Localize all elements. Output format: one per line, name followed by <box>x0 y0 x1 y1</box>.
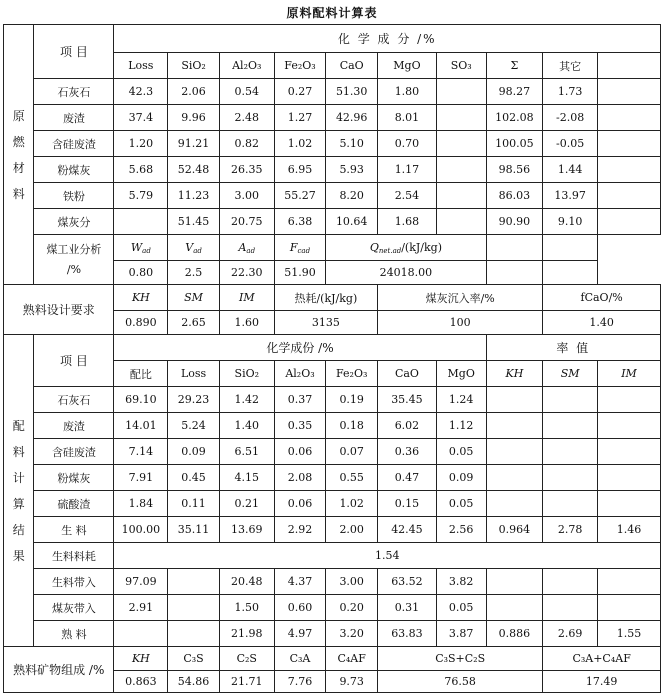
raw-value-cell: 42.96 <box>326 105 378 131</box>
raw-value-cell: -2.08 <box>543 105 598 131</box>
req-value: 1.40 <box>543 311 661 335</box>
calc-value-cell: 42.45 <box>378 517 437 543</box>
raw-value-cell: 2.06 <box>168 79 220 105</box>
calc-item-name: 废渣 <box>34 413 114 439</box>
calc-value-cell <box>168 621 220 647</box>
empty-cell <box>598 105 661 131</box>
req-value: 1.60 <box>219 311 274 335</box>
calc-value-cell: 0.21 <box>219 491 274 517</box>
req-header: SM <box>168 285 220 311</box>
req-header: KH <box>114 285 168 311</box>
raw-value-cell: 26.35 <box>219 157 274 183</box>
calc-value-cell <box>114 621 168 647</box>
calc-value-cell: 4.97 <box>274 621 326 647</box>
mineral-header: C₃A+C₄AF <box>543 647 661 671</box>
calc-value-cell: 0.31 <box>378 595 437 621</box>
raw-value-cell: 86.03 <box>486 183 543 209</box>
req-header: IM <box>219 285 274 311</box>
calc-value-cell <box>168 595 220 621</box>
raw-value-cell: 5.10 <box>326 131 378 157</box>
raw-chem-header: 化 学 成 分 /% <box>114 25 661 53</box>
raw-col-header: MgO <box>378 53 437 79</box>
empty-cell <box>543 235 598 261</box>
calc-value-cell <box>598 413 661 439</box>
raw-value-cell: 2.48 <box>219 105 274 131</box>
calc-value-cell: 0.20 <box>326 595 378 621</box>
mineral-header: KH <box>114 647 168 671</box>
symbol: W <box>130 240 143 254</box>
mineral-value: 7.76 <box>274 671 326 693</box>
calc-value-cell: 0.35 <box>274 413 326 439</box>
empty-cell <box>598 157 661 183</box>
raw-col-header: CaO <box>326 53 378 79</box>
calc-value-cell: 1.02 <box>326 491 378 517</box>
raw-value-cell: 5.93 <box>326 157 378 183</box>
coal-q-value: 24018.00 <box>326 261 486 285</box>
table-row <box>4 131 661 157</box>
raw-value-cell: 13.97 <box>543 183 598 209</box>
calc-value-cell: 0.886 <box>486 621 543 647</box>
raw-value-cell: 1.68 <box>378 209 437 235</box>
raw-col-header: Σ <box>486 53 543 79</box>
raw-value-cell <box>436 183 486 209</box>
batching-calculation-table <box>3 24 661 693</box>
calc-col-header: 配比 <box>114 361 168 387</box>
calc-value-cell <box>486 439 543 465</box>
raw-value-cell: 5.68 <box>114 157 168 183</box>
calc-item-name: 生料带入 <box>34 569 114 595</box>
raw-value-cell: 100.05 <box>486 131 543 157</box>
raw-value-cell <box>436 157 486 183</box>
symbol-subscript: net.ad <box>378 246 402 255</box>
raw-value-cell: 1.27 <box>274 105 326 131</box>
calc-value-cell: 0.06 <box>274 491 326 517</box>
table-row <box>4 335 661 361</box>
empty-cell <box>598 53 661 79</box>
coal-a-header <box>219 235 274 261</box>
table-row <box>4 465 661 491</box>
coal-v-header <box>168 235 220 261</box>
raw-value-cell: 8.20 <box>326 183 378 209</box>
calc-item-name: 硫酸渣 <box>34 491 114 517</box>
calc-value-cell: 0.36 <box>378 439 437 465</box>
calc-value-cell: 0.15 <box>378 491 437 517</box>
raw-value-cell: 11.23 <box>168 183 220 209</box>
empty-cell <box>598 183 661 209</box>
calc-value-cell: 0.19 <box>326 387 378 413</box>
calc-value-cell: 0.05 <box>436 491 486 517</box>
calc-chem-header: 化学成份 /% <box>114 335 486 361</box>
raw-material-name: 石灰石 <box>34 79 114 105</box>
calc-col-header: Fe₂O₃ <box>326 361 378 387</box>
calc-value-cell: 0.09 <box>168 439 220 465</box>
raw-value-cell <box>436 105 486 131</box>
clinker-requirement-label: 熟料设计要求 <box>4 285 114 335</box>
calc-value-cell <box>486 387 543 413</box>
calc-value-cell: 1.50 <box>219 595 274 621</box>
calc-results-group-label: 配 料 计 算 结 果 <box>4 335 34 647</box>
calc-col-header: Loss <box>168 361 220 387</box>
raw-value-cell: 9.96 <box>168 105 220 131</box>
calc-value-cell: 6.02 <box>378 413 437 439</box>
coal-value-cell: 2.5 <box>168 261 220 285</box>
empty-cell <box>598 209 661 235</box>
calc-value-cell <box>543 439 598 465</box>
raw-value-cell: 0.70 <box>378 131 437 157</box>
calc-value-cell: 0.60 <box>274 595 326 621</box>
raw-value-cell: 8.01 <box>378 105 437 131</box>
mineral-header: C₃A <box>274 647 326 671</box>
raw-material-name: 废渣 <box>34 105 114 131</box>
calc-value-cell: 20.48 <box>219 569 274 595</box>
table-title: 原料配料计算表 <box>286 6 378 20</box>
raw-value-cell: 52.48 <box>168 157 220 183</box>
raw-col-header: Loss <box>114 53 168 79</box>
table-row <box>4 569 661 595</box>
raw-value-cell <box>436 79 486 105</box>
calc-value-cell: 1.55 <box>598 621 661 647</box>
calc-value-cell: 0.05 <box>436 595 486 621</box>
calc-value-cell: 21.98 <box>219 621 274 647</box>
table-row <box>4 439 661 465</box>
raw-value-cell: 1.44 <box>543 157 598 183</box>
calc-value-cell: 63.83 <box>378 621 437 647</box>
calc-value-cell: 0.05 <box>436 439 486 465</box>
coal-value-cell: 22.30 <box>219 261 274 285</box>
table-row <box>4 235 661 261</box>
calc-value-cell: 5.24 <box>168 413 220 439</box>
mineral-value: 17.49 <box>543 671 661 693</box>
table-row <box>4 517 661 543</box>
calc-value-cell: 7.91 <box>114 465 168 491</box>
calc-value-cell <box>543 387 598 413</box>
table-row <box>4 647 661 671</box>
raw-col-header: SiO₂ <box>168 53 220 79</box>
calc-value-cell: 1.24 <box>436 387 486 413</box>
calc-value-cell <box>598 465 661 491</box>
table-row <box>4 621 661 647</box>
table-row <box>4 25 661 53</box>
raw-value-cell: 98.56 <box>486 157 543 183</box>
calc-value-cell: 69.10 <box>114 387 168 413</box>
empty-cell <box>543 261 598 285</box>
calc-value-cell: 14.01 <box>114 413 168 439</box>
table-row <box>4 209 661 235</box>
calc-value-cell <box>486 413 543 439</box>
calc-value-cell: 0.47 <box>378 465 437 491</box>
raw-material-name: 含硅废渣 <box>34 131 114 157</box>
calc-col-header: SiO₂ <box>219 361 274 387</box>
req-header: 热耗/(kJ/kg) <box>274 285 377 311</box>
table-row <box>4 183 661 209</box>
mineral-value: 0.863 <box>114 671 168 693</box>
raw-col-header: SO₃ <box>436 53 486 79</box>
raw-item-header: 项 目 <box>34 25 114 79</box>
raw-value-cell: 3.00 <box>219 183 274 209</box>
calc-value-cell: 13.69 <box>219 517 274 543</box>
empty-cell <box>598 79 661 105</box>
calc-value-cell <box>598 569 661 595</box>
calc-item-name: 生 料 <box>34 517 114 543</box>
raw-materials-group-label: 原 燃 材 料 <box>4 25 34 285</box>
calc-value-cell: 63.52 <box>378 569 437 595</box>
raw-value-cell: 6.95 <box>274 157 326 183</box>
calc-value-cell: 97.09 <box>114 569 168 595</box>
symbol-subscript: ad <box>142 246 151 255</box>
raw-value-cell: 2.54 <box>378 183 437 209</box>
calc-value-cell: 3.20 <box>326 621 378 647</box>
table-row <box>4 543 661 569</box>
mineral-header: C₃S+C₂S <box>378 647 543 671</box>
calc-value-cell <box>598 595 661 621</box>
raw-value-cell: 51.30 <box>326 79 378 105</box>
raw-col-header: Fe₂O₃ <box>274 53 326 79</box>
raw-value-cell: 9.10 <box>543 209 598 235</box>
calc-value-cell <box>486 465 543 491</box>
calc-value-cell: 3.00 <box>326 569 378 595</box>
raw-value-cell: -0.05 <box>543 131 598 157</box>
calc-value-cell: 4.37 <box>274 569 326 595</box>
raw-consumption-value: 1.54 <box>114 543 661 569</box>
raw-value-cell: 10.64 <box>326 209 378 235</box>
calc-value-cell <box>598 491 661 517</box>
calc-value-cell: 1.84 <box>114 491 168 517</box>
calc-ratio-header: 率 值 <box>486 335 660 361</box>
calc-value-cell: 100.00 <box>114 517 168 543</box>
calc-value-cell: 2.92 <box>274 517 326 543</box>
calc-value-cell <box>543 491 598 517</box>
calc-value-cell: 0.55 <box>326 465 378 491</box>
req-value: 2.65 <box>168 311 220 335</box>
calc-item-header: 项 目 <box>34 335 114 387</box>
calc-value-cell <box>486 569 543 595</box>
table-row <box>4 413 661 439</box>
raw-value-cell <box>114 209 168 235</box>
calc-value-cell: 1.42 <box>219 387 274 413</box>
calc-value-cell: 0.06 <box>274 439 326 465</box>
raw-value-cell: 20.75 <box>219 209 274 235</box>
calc-value-cell: 2.00 <box>326 517 378 543</box>
calc-col-header: KH <box>486 361 543 387</box>
calc-value-cell: 0.09 <box>436 465 486 491</box>
calc-value-cell: 35.45 <box>378 387 437 413</box>
table-row <box>4 105 661 131</box>
coal-f-header <box>274 235 326 261</box>
raw-value-cell: 55.27 <box>274 183 326 209</box>
calc-value-cell: 1.12 <box>436 413 486 439</box>
calc-col-header: CaO <box>378 361 437 387</box>
coal-value-cell: 51.90 <box>274 261 326 285</box>
raw-value-cell: 42.3 <box>114 79 168 105</box>
calc-col-header: MgO <box>436 361 486 387</box>
raw-value-cell <box>436 131 486 157</box>
raw-value-cell: 90.90 <box>486 209 543 235</box>
raw-col-header: 其它 <box>543 53 598 79</box>
calc-item-name: 生料料耗 <box>34 543 114 569</box>
calc-value-cell: 0.11 <box>168 491 220 517</box>
unit: /(kJ/kg) <box>401 240 442 254</box>
table-row <box>4 79 661 105</box>
raw-value-cell: 51.45 <box>168 209 220 235</box>
symbol: Q <box>369 240 379 254</box>
raw-value-cell: 1.17 <box>378 157 437 183</box>
symbol-subscript: ad <box>193 246 202 255</box>
raw-value-cell <box>436 209 486 235</box>
raw-value-cell: 0.54 <box>219 79 274 105</box>
calc-value-cell: 2.78 <box>543 517 598 543</box>
raw-value-cell: 5.79 <box>114 183 168 209</box>
req-header: fCaO/% <box>543 285 661 311</box>
req-value: 100 <box>378 311 543 335</box>
raw-material-name: 粉煤灰 <box>34 157 114 183</box>
calc-item-name: 石灰石 <box>34 387 114 413</box>
calc-value-cell: 2.56 <box>436 517 486 543</box>
raw-value-cell: 0.27 <box>274 79 326 105</box>
table-row <box>4 157 661 183</box>
calc-value-cell <box>543 595 598 621</box>
calc-value-cell <box>168 569 220 595</box>
calc-value-cell: 2.08 <box>274 465 326 491</box>
mineral-header: C₄AF <box>326 647 378 671</box>
calc-value-cell: 0.37 <box>274 387 326 413</box>
symbol: V <box>185 240 194 254</box>
symbol: A <box>238 240 247 254</box>
raw-value-cell: 37.4 <box>114 105 168 131</box>
calc-col-header: IM <box>598 361 661 387</box>
coal-q-header <box>326 235 486 261</box>
calc-value-cell: 35.11 <box>168 517 220 543</box>
raw-value-cell: 98.27 <box>486 79 543 105</box>
calc-value-cell: 29.23 <box>168 387 220 413</box>
mineral-value: 9.73 <box>326 671 378 693</box>
calc-value-cell: 1.40 <box>219 413 274 439</box>
calc-col-header: Al₂O₃ <box>274 361 326 387</box>
raw-value-cell: 102.08 <box>486 105 543 131</box>
mineral-value: 54.86 <box>168 671 220 693</box>
raw-value-cell: 1.80 <box>378 79 437 105</box>
calc-value-cell <box>543 465 598 491</box>
empty-cell <box>598 131 661 157</box>
calc-value-cell <box>598 387 661 413</box>
mineral-header: C₃S <box>168 647 220 671</box>
calc-value-cell <box>543 413 598 439</box>
calc-item-name: 粉煤灰 <box>34 465 114 491</box>
raw-material-name: 铁粉 <box>34 183 114 209</box>
raw-value-cell: 1.20 <box>114 131 168 157</box>
mineral-value: 76.58 <box>378 671 543 693</box>
calc-item-name: 含硅废渣 <box>34 439 114 465</box>
req-header: 煤灰沉入率/% <box>378 285 543 311</box>
mineral-header: C₂S <box>219 647 274 671</box>
raw-col-header: Al₂O₃ <box>219 53 274 79</box>
calc-value-cell: 0.45 <box>168 465 220 491</box>
calc-value-cell <box>486 491 543 517</box>
calc-value-cell: 2.91 <box>114 595 168 621</box>
mineral-composition-label: 熟料矿物组成 /% <box>4 647 114 693</box>
calc-value-cell: 0.964 <box>486 517 543 543</box>
symbol-subscript: cad <box>297 246 311 255</box>
calc-col-header: SM <box>543 361 598 387</box>
calc-value-cell: 6.51 <box>219 439 274 465</box>
calc-value-cell <box>598 439 661 465</box>
calc-item-name: 熟 料 <box>34 621 114 647</box>
symbol: F <box>289 240 298 254</box>
raw-value-cell: 0.82 <box>219 131 274 157</box>
table-row <box>4 387 661 413</box>
calc-value-cell <box>486 595 543 621</box>
table-row <box>4 491 661 517</box>
raw-value-cell: 1.02 <box>274 131 326 157</box>
calc-value-cell: 3.87 <box>436 621 486 647</box>
calc-value-cell: 4.15 <box>219 465 274 491</box>
raw-value-cell: 6.38 <box>274 209 326 235</box>
calc-value-cell <box>543 569 598 595</box>
calc-value-cell: 1.46 <box>598 517 661 543</box>
calc-value-cell: 3.82 <box>436 569 486 595</box>
coal-value-cell: 0.80 <box>114 261 168 285</box>
raw-value-cell: 91.21 <box>168 131 220 157</box>
calc-item-name: 煤灰带入 <box>34 595 114 621</box>
table-row <box>4 285 661 311</box>
table-row <box>4 595 661 621</box>
mineral-value: 21.71 <box>219 671 274 693</box>
calc-value-cell: 7.14 <box>114 439 168 465</box>
calc-value-cell: 0.18 <box>326 413 378 439</box>
empty-cell <box>486 261 543 285</box>
req-value: 0.890 <box>114 311 168 335</box>
coal-w-header <box>114 235 168 261</box>
req-value: 3135 <box>274 311 377 335</box>
raw-value-cell: 1.73 <box>543 79 598 105</box>
symbol-subscript: ad <box>246 246 256 255</box>
calc-value-cell: 2.69 <box>543 621 598 647</box>
calc-value-cell: 0.07 <box>326 439 378 465</box>
empty-cell <box>486 235 543 261</box>
raw-material-name: 煤灰分 <box>34 209 114 235</box>
coal-analysis-label: 煤工业分析 /% <box>34 235 114 285</box>
